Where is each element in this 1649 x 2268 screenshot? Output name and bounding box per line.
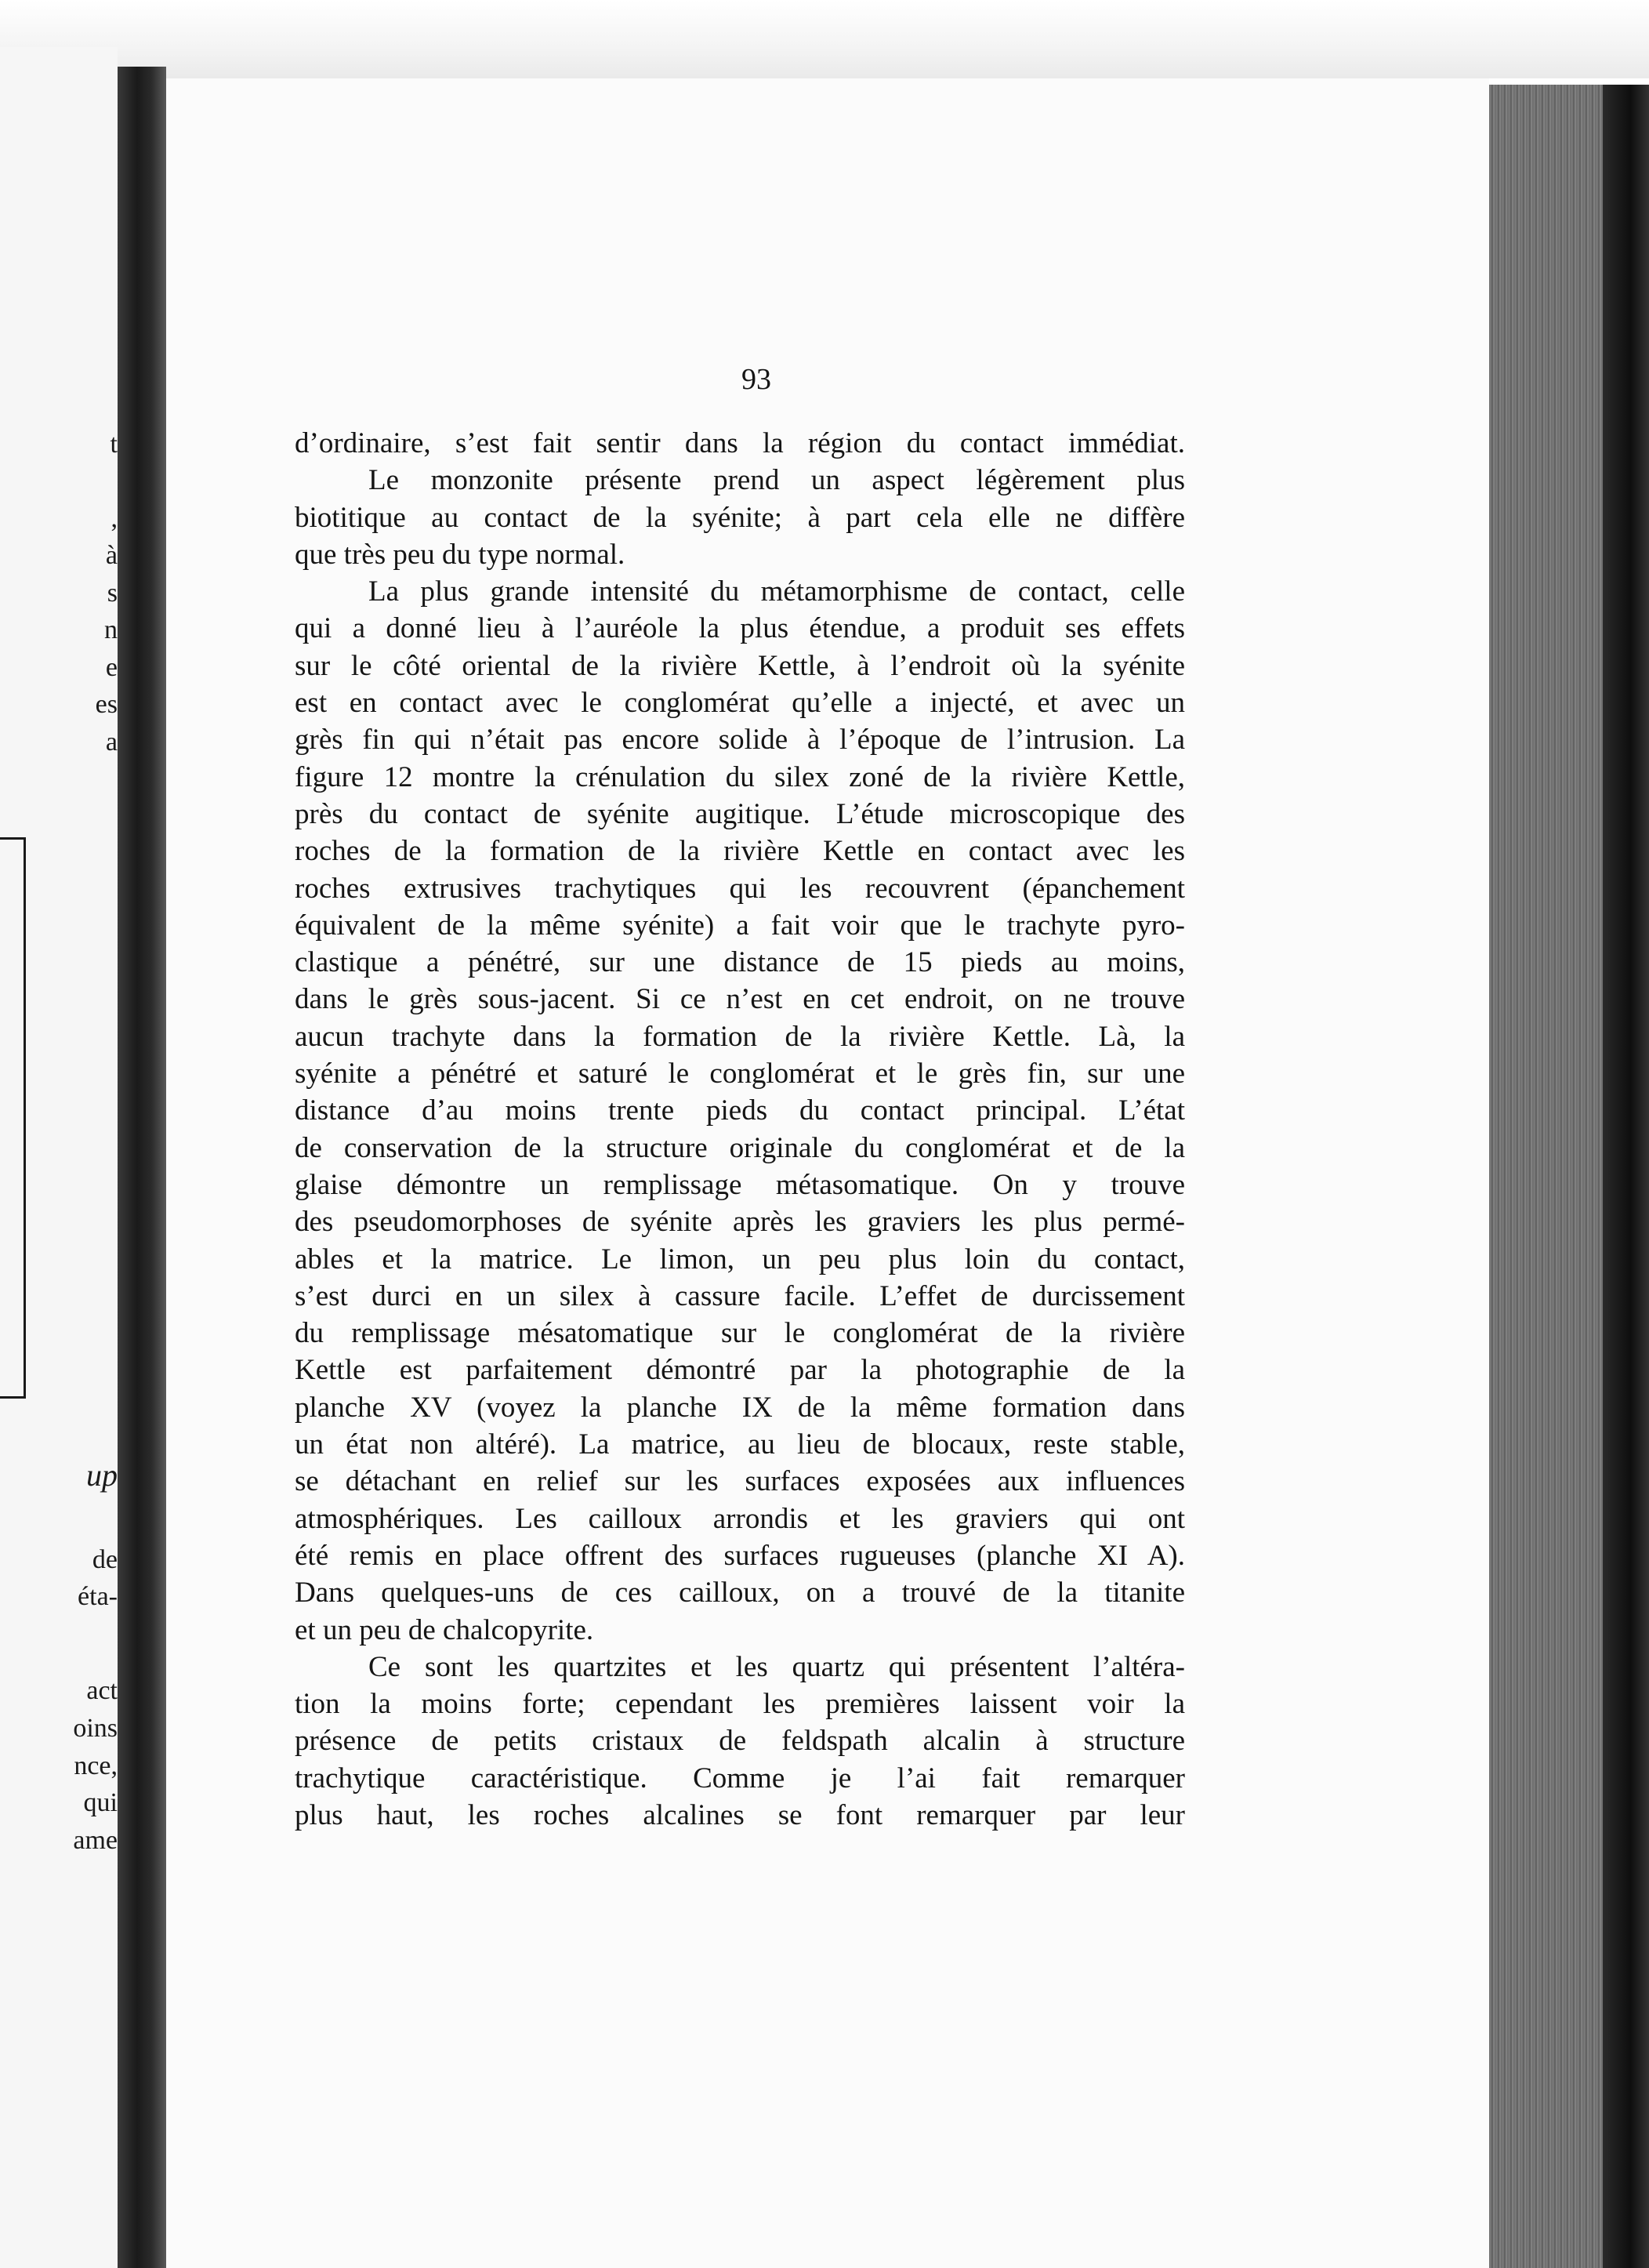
text-line: trachytique caractéristique. Comme je l’ai fait remarquer: [295, 1762, 1185, 1794]
left-page-fragment: a: [105, 728, 118, 757]
text-line: Le monzonite présente prend un aspect légèrement plus: [368, 464, 1185, 497]
text-line: Dans quelques-uns de ces cailloux, on a trouvé de la titanite: [295, 1577, 1185, 1609]
text-line: sur le côté oriental de la rivière Kettle, à l’endroit où la syénite: [295, 649, 1185, 682]
text-line: près du contact de syénite augitique. L’étude microscopique des: [295, 797, 1185, 830]
left-page-fragment: act: [86, 1676, 118, 1705]
left-page-figure-frame: [0, 837, 26, 1399]
text-line: des pseudomorphoses de syénite après les graviers les plus permé-: [295, 1206, 1185, 1239]
text-line: aucun trachyte dans la formation de la rivière Kettle. Là, la: [295, 1020, 1185, 1053]
text-line: atmosphériques. Les cailloux arrondis et les graviers qui ont: [295, 1502, 1185, 1535]
text-line: La plus grande intensité du métamorphisme de contact, celle: [368, 575, 1185, 608]
book-gutter: [118, 67, 166, 2268]
left-page-fragment: es: [95, 690, 118, 719]
text-line: biotitique au contact de la syénite; à part cela elle ne diffère: [295, 501, 1185, 534]
page-number: 93: [741, 363, 771, 396]
text-line: Ce sont les quartzites et les quartz qui présentent l’altéra-: [368, 1650, 1185, 1683]
text-line: été remis en place offrent des surfaces rugueuses (planche XI A).: [295, 1539, 1185, 1572]
left-page-fragment: qui: [83, 1788, 118, 1817]
text-line: planche XV (voyez la planche IX de la même formation dans: [295, 1391, 1185, 1424]
text-line: ables et la matrice. Le limon, un peu plus loin du contact,: [295, 1243, 1185, 1276]
text-line: d’ordinaire, s’est fait sentir dans la région du contact immédiat.: [295, 427, 1185, 459]
text-line: dans le grès sous-jacent. Si ce n’est en cet endroit, on ne trouve: [295, 983, 1185, 1016]
left-page-fragment: oins: [73, 1714, 118, 1743]
text-line: plus haut, les roches alcalines se font remarquer par leur: [295, 1798, 1185, 1831]
text-line: que très peu du type normal.: [295, 538, 625, 571]
text-line: du remplissage mésatomatique sur le conglomérat de la rivière: [295, 1317, 1185, 1350]
text-line: qui a donné lieu à l’auréole la plus étendue, a produit ses effets: [295, 612, 1185, 645]
text-line: de conservation de la structure originale du conglomérat et de la: [295, 1131, 1185, 1164]
left-page-fragment: ame: [73, 1826, 118, 1855]
text-line: roches de la formation de la rivière Kettle en contact avec les: [295, 835, 1185, 868]
text-line: un état non altéré). La matrice, au lieu de blocaux, reste stable,: [295, 1428, 1185, 1461]
left-page-fragment: e: [105, 653, 118, 682]
text-line: distance d’au moins trente pieds du contact principal. L’état: [295, 1094, 1185, 1127]
text-line: figure 12 montre la crénulation du silex zoné de la rivière Kettle,: [295, 760, 1185, 793]
left-page-fragment: à: [105, 541, 118, 570]
top-edge: [0, 0, 1649, 78]
page-stack-edge: [1489, 85, 1603, 2268]
text-line: Kettle est parfaitement démontré par la photographie de la: [295, 1354, 1185, 1387]
text-line: roches extrusives trachytiques qui les recouvrent (épanchement: [295, 872, 1185, 905]
body-text: [295, 425, 1185, 1834]
left-page-fragment: t: [110, 430, 118, 459]
left-page-fragment: s: [107, 579, 118, 608]
text-line: clastique a pénétré, sur une distance de 15 pieds au moins,: [295, 946, 1185, 979]
text-line: présence de petits cristaux de feldspath alcalin à structure: [295, 1725, 1185, 1758]
book-cover-edge: [1603, 85, 1649, 2268]
text-line: syénite a pénétré et saturé le conglomérat et le grès fin, sur une: [295, 1058, 1185, 1090]
text-line: et un peu de chalcopyrite.: [295, 1613, 594, 1646]
left-page-fragment: up: [86, 1457, 118, 1493]
left-page-fragment: de: [92, 1545, 118, 1574]
left-page-fragment: n: [104, 615, 118, 644]
left-page-fragment: ,: [111, 504, 118, 533]
left-page-fragment: nce,: [74, 1751, 118, 1780]
text-line: grès fin qui n’était pas encore solide à l’époque de l’intrusion. La: [295, 724, 1185, 757]
text-line: tion la moins forte; cependant les premières laissent voir la: [295, 1688, 1185, 1721]
text-line: se détachant en relief sur les surfaces exposées aux influences: [295, 1465, 1185, 1498]
text-line: s’est durci en un silex à cassure facile. L’effet de durcissement: [295, 1279, 1185, 1312]
text-line: glaise démontre un remplissage métasomatique. On y trouve: [295, 1168, 1185, 1201]
text-line: équivalent de la même syénite) a fait voir que le trachyte pyro-: [295, 909, 1185, 942]
left-page-fragment: éta-: [78, 1582, 118, 1611]
text-line: est en contact avec le conglomérat qu’elle a injecté, et avec un: [295, 687, 1185, 720]
